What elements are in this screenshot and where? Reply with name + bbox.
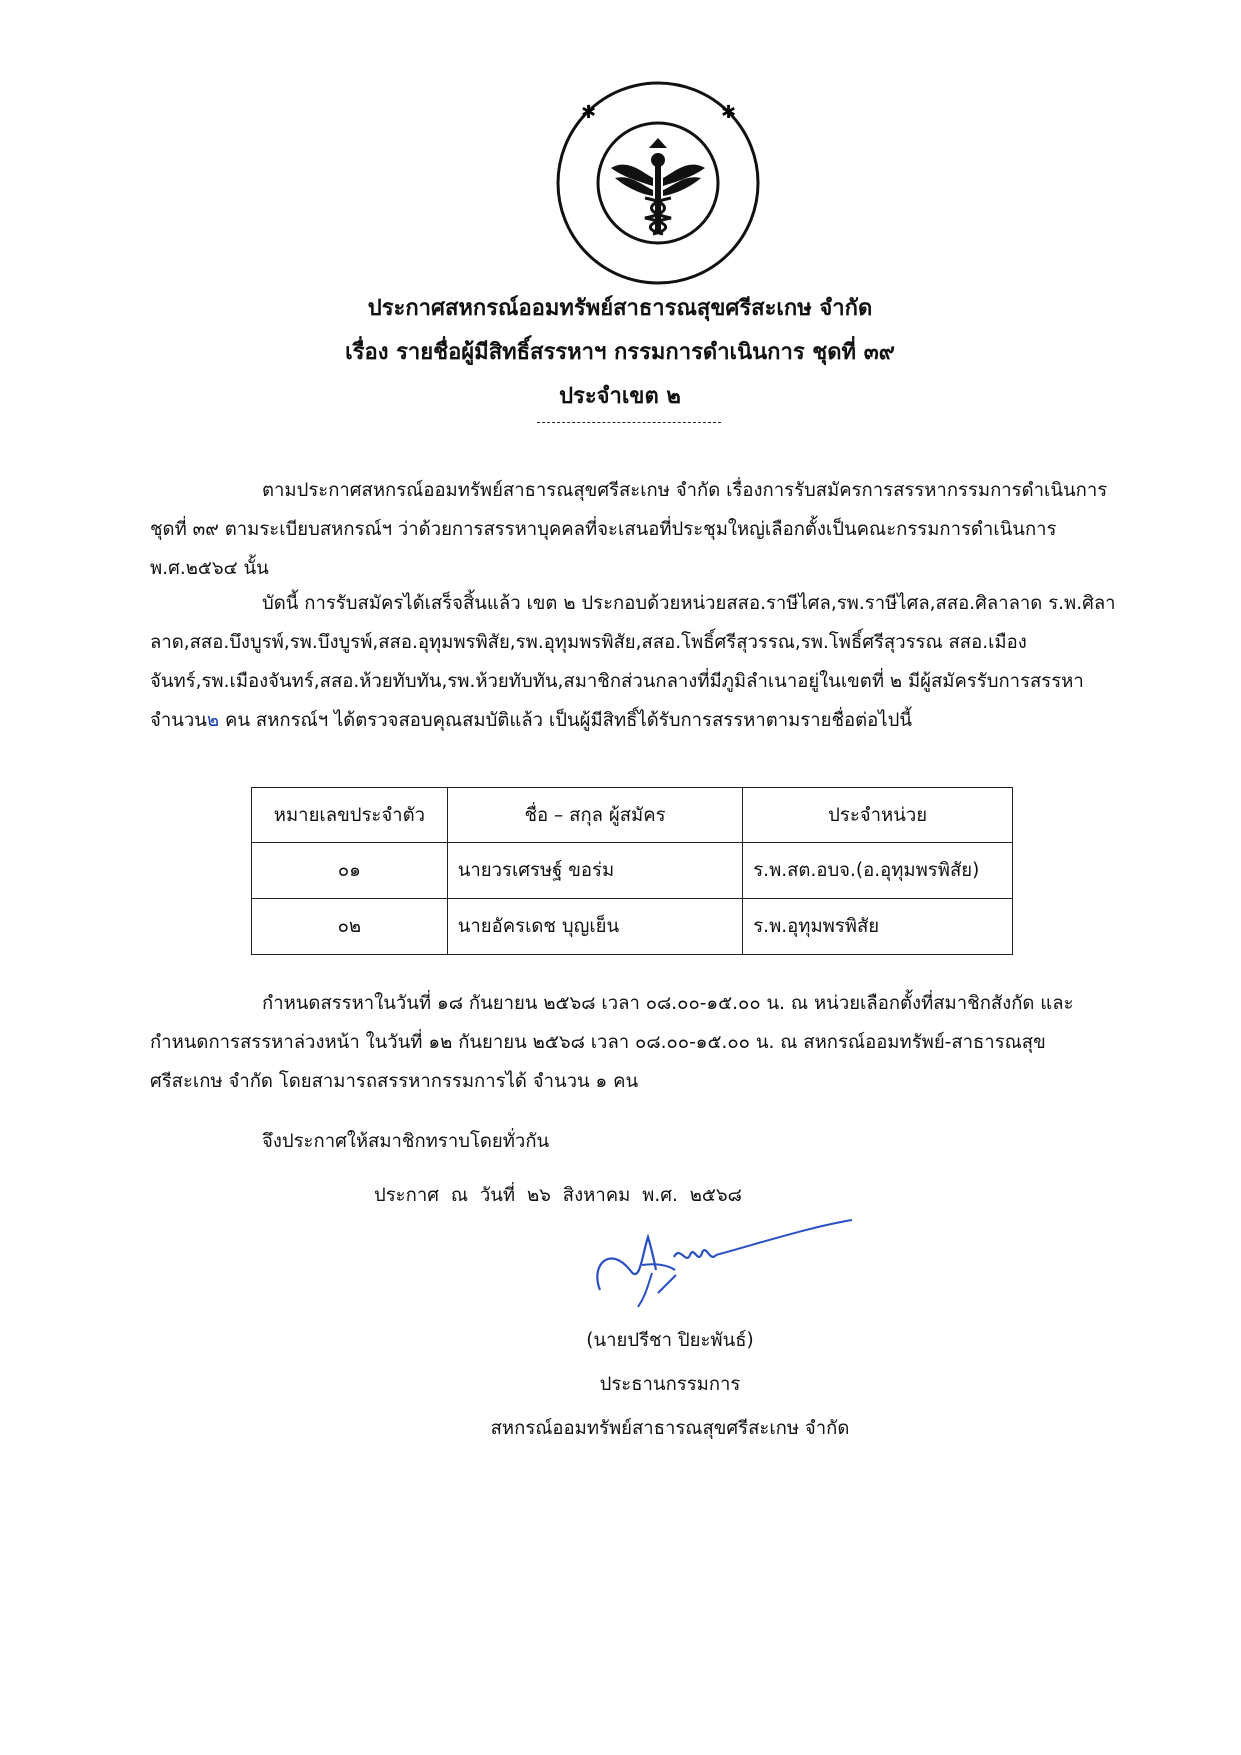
column-header-name: ชื่อ – สกุล ผู้สมัคร <box>447 788 742 843</box>
caduceus-winged-seal-icon <box>553 78 763 288</box>
signer-organization: สหกรณ์ออมทรัพย์สาธารณสุขศรีสะเกษ จำกัด <box>490 1418 850 1439</box>
announcement-zone: ประจำเขต ๒ <box>559 384 681 409</box>
candidate-unit: ร.พ.อุทุมพรพิสัย <box>743 899 1013 955</box>
svg-text:✱: ✱ <box>581 102 597 123</box>
intro-paragraph: ตามประกาศสหกรณ์ออมทรัพย์สาธารณสุขศรีสะเกษ จำกัด เรื่องการรับสมัครการสรรหากรรมการดำเนินการ ชุดที่ ๓๙ ตามระเบียบสหกรณ์ฯ ว่าด้วยการสรรหาบุคคลที่จะเสนอที่ประชุมใหญ่เลือกตั้งเป็นคณะกรรมการดำเนินการ พ.ศ.๒๕๖๔ นั้น <box>150 480 1108 579</box>
candidate-name: นายวรเศรษฐ์ ขอร่ม <box>447 843 742 899</box>
svg-text:✱: ✱ <box>721 102 737 123</box>
table-row <box>252 899 1013 955</box>
signer-name: (นายปรีชา ปิยะพันธ์) <box>586 1330 754 1351</box>
candidate-table <box>251 787 1013 955</box>
candidate-number: ๐๑ <box>252 843 448 899</box>
candidate-count: ๒ <box>206 710 220 731</box>
handwritten-signature-icon <box>590 1215 860 1325</box>
application-text-end: คน สหกรณ์ฯ ได้ตรวจสอบคุณสมบัติแล้ว เป็นผู้มีสิทธิ์ได้รับการสรรหาตามรายชื่อต่อไปนี้ <box>219 710 912 731</box>
application-text: บัดนี้ การรับสมัครได้เสร็จสิ้นแล้ว เขต ๒ ประกอบด้วยหน่วยสสอ.ราษีไศล,รพ.ราษีไศล,สสอ.ศิลาลาด ร.พ.ศิลาลาด,สสอ.บึงบูรพ์,รพ.บึงบูรพ์,สสอ.อุทุมพรพิสัย,รพ.อุทุมพรพิสัย,สสอ.โพธิ์ศรีสุวรรณ,รพ.โพธิ์ศรีสุวรรณ สสอ.เมืองจันทร์,รพ.เมืองจันทร์,สสอ.ห้วยทับทัน,รพ.ห้วยทับทัน,สมาชิกส่วนกลางที่มีภูมิลำเนาอยู่ในเขตที่ ๒ มีผู้สมัครรับการสรรหา จำนวน <box>150 593 1116 731</box>
title-divider <box>537 422 721 423</box>
table-header-row <box>252 788 1013 843</box>
column-header-unit: ประจำหน่วย <box>743 788 1013 843</box>
table-row <box>252 843 1013 899</box>
column-header-number: หมายเลขประจำตัว <box>252 788 448 843</box>
announcement-subject: เรื่อง รายชื่อผู้มีสิทธิ์สรรหาฯ กรรมการดำเนินการ ชุดที่ ๓๙ <box>345 340 895 365</box>
announcement-date: ประกาศ ณ วันที่ ๒๖ สิงหาคม พ.ศ. ๒๕๖๘ <box>374 1185 742 1206</box>
candidate-name: นายอัครเดช บุญเย็น <box>447 899 742 955</box>
closing-paragraph: จึงประกาศให้สมาชิกทราบโดยทั่วกัน <box>262 1131 550 1152</box>
candidate-unit: ร.พ.สต.อบจ.(อ.อุทุมพรพิสัย) <box>743 843 1013 899</box>
application-paragraph <box>150 584 1116 740</box>
candidate-number: ๐๒ <box>252 899 448 955</box>
schedule-paragraph: กำหนดสรรหาในวันที่ ๑๘ กันยายน ๒๕๖๘ เวลา ๐๘.๐๐-๑๕.๐๐ น. ณ หน่วยเลือกตั้งที่สมาชิกสังกัด และกำหนดการสรรหาล่วงหน้า ในวันที่ ๑๒ กันยายน ๒๕๖๘ เวลา ๐๘.๐๐-๑๕.๐๐ น. ณ สหกรณ์ออมทรัพย์-สาธารณสุขศรีสะเกษ จำกัด โดยสามารถสรรหากรรมการได้ จำนวน ๑ คน <box>150 993 1074 1092</box>
announcement-title: ประกาศสหกรณ์ออมทรัพย์สาธารณสุขศรีสะเกษ จำกัด <box>367 296 873 321</box>
signer-title: ประธานกรรมการ <box>599 1374 741 1395</box>
